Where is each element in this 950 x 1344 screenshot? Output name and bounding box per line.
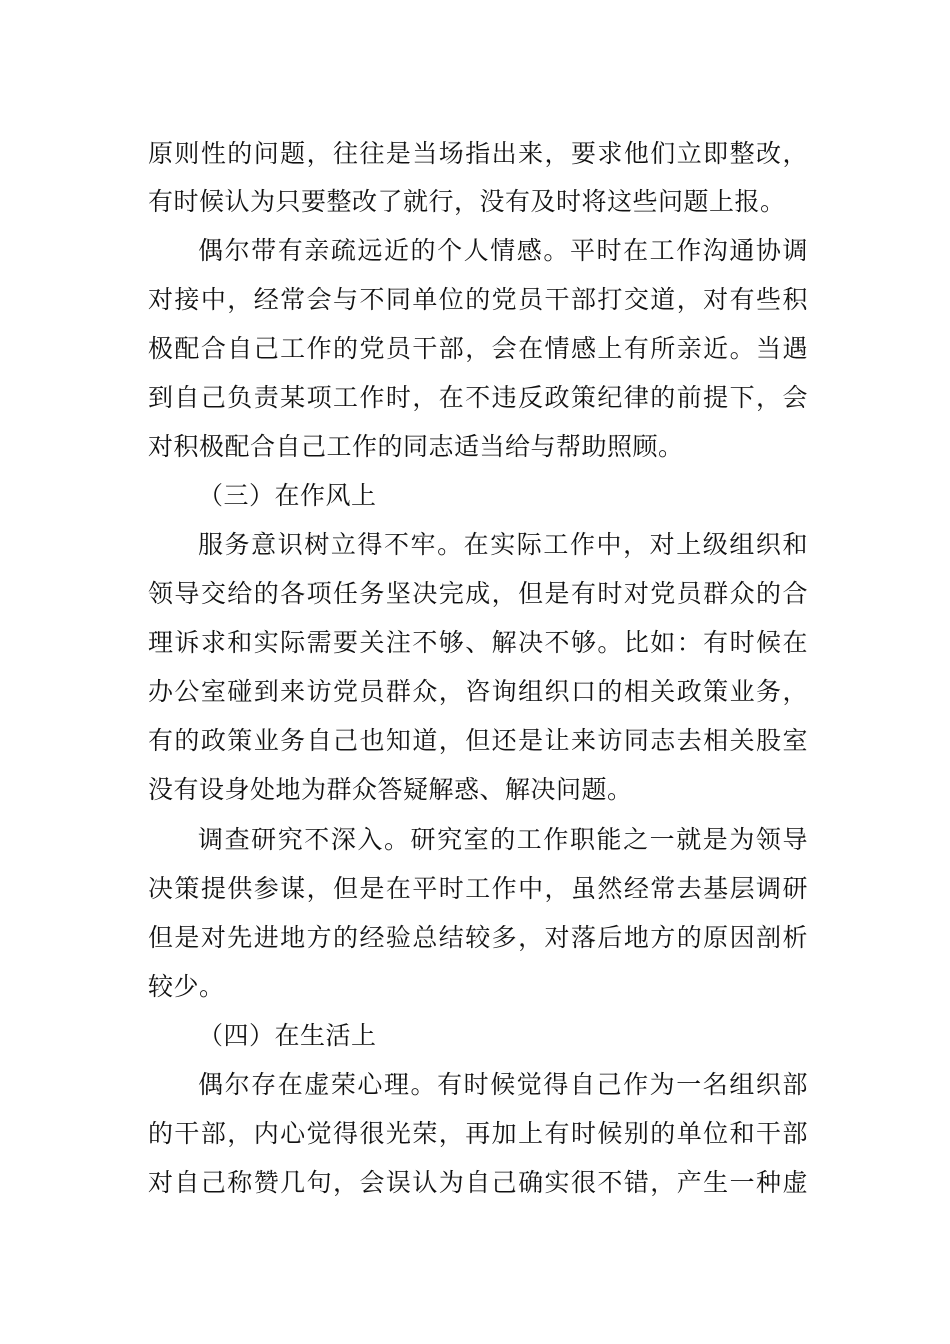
section-heading-3: （三）在作风上 (198, 481, 377, 510)
paragraph-line: 决策提供参谋，但是在平时工作中，虽然经常去基层调研 (148, 874, 808, 903)
section-heading-4: （四）在生活上 (198, 1021, 377, 1050)
paragraph-line: 较少。 (148, 972, 225, 1001)
paragraph-line: 有的政策业务自己也知道，但还是让来访同志去相关股室 (148, 726, 808, 755)
paragraph-line: 到自己负责某项工作时，在不违反政策纪律的前提下，会 (148, 383, 808, 412)
paragraph-line: 服务意识树立得不牢。在实际工作中，对上级组织和 (198, 530, 808, 559)
paragraph-line: 有时候认为只要整改了就行，没有及时将这些问题上报。 (148, 187, 786, 216)
paragraph-line: 对自己称赞几句，会误认为自己确实很不错，产生一种虚 (148, 1168, 808, 1197)
paragraph-line: 极配合自己工作的党员干部，会在情感上有所亲近。当遇 (148, 334, 808, 363)
paragraph-line: 对接中，经常会与不同单位的党员干部打交道，对有些积 (148, 285, 808, 314)
paragraph-line: 领导交给的各项任务坚决完成，但是有时对党员群众的合 (148, 579, 808, 608)
paragraph-line: 办公室碰到来访党员群众，咨询组织口的相关政策业务， (148, 677, 808, 706)
paragraph-line: 偶尔带有亲疏远近的个人情感。平时在工作沟通协调 (198, 236, 808, 265)
paragraph-line: 偶尔存在虚荣心理。有时候觉得自己作为一名组织部 (198, 1070, 808, 1099)
paragraph-line: 没有设身处地为群众答疑解惑、解决问题。 (148, 775, 633, 804)
paragraph-line: 对积极配合自己工作的同志适当给与帮助照顾。 (148, 432, 684, 461)
paragraph-line: 理诉求和实际需要关注不够、解决不够。比如：有时候在 (148, 628, 808, 657)
paragraph-line: 原则性的问题，往往是当场指出来，要求他们立即整改， (148, 139, 808, 168)
paragraph-line: 调查研究不深入。研究室的工作职能之一就是为领导 (198, 825, 808, 854)
paragraph-line: 但是对先进地方的经验总结较多，对落后地方的原因剖析 (148, 923, 808, 952)
paragraph-line: 的干部，内心觉得很光荣，再加上有时候别的单位和干部 (148, 1119, 808, 1148)
